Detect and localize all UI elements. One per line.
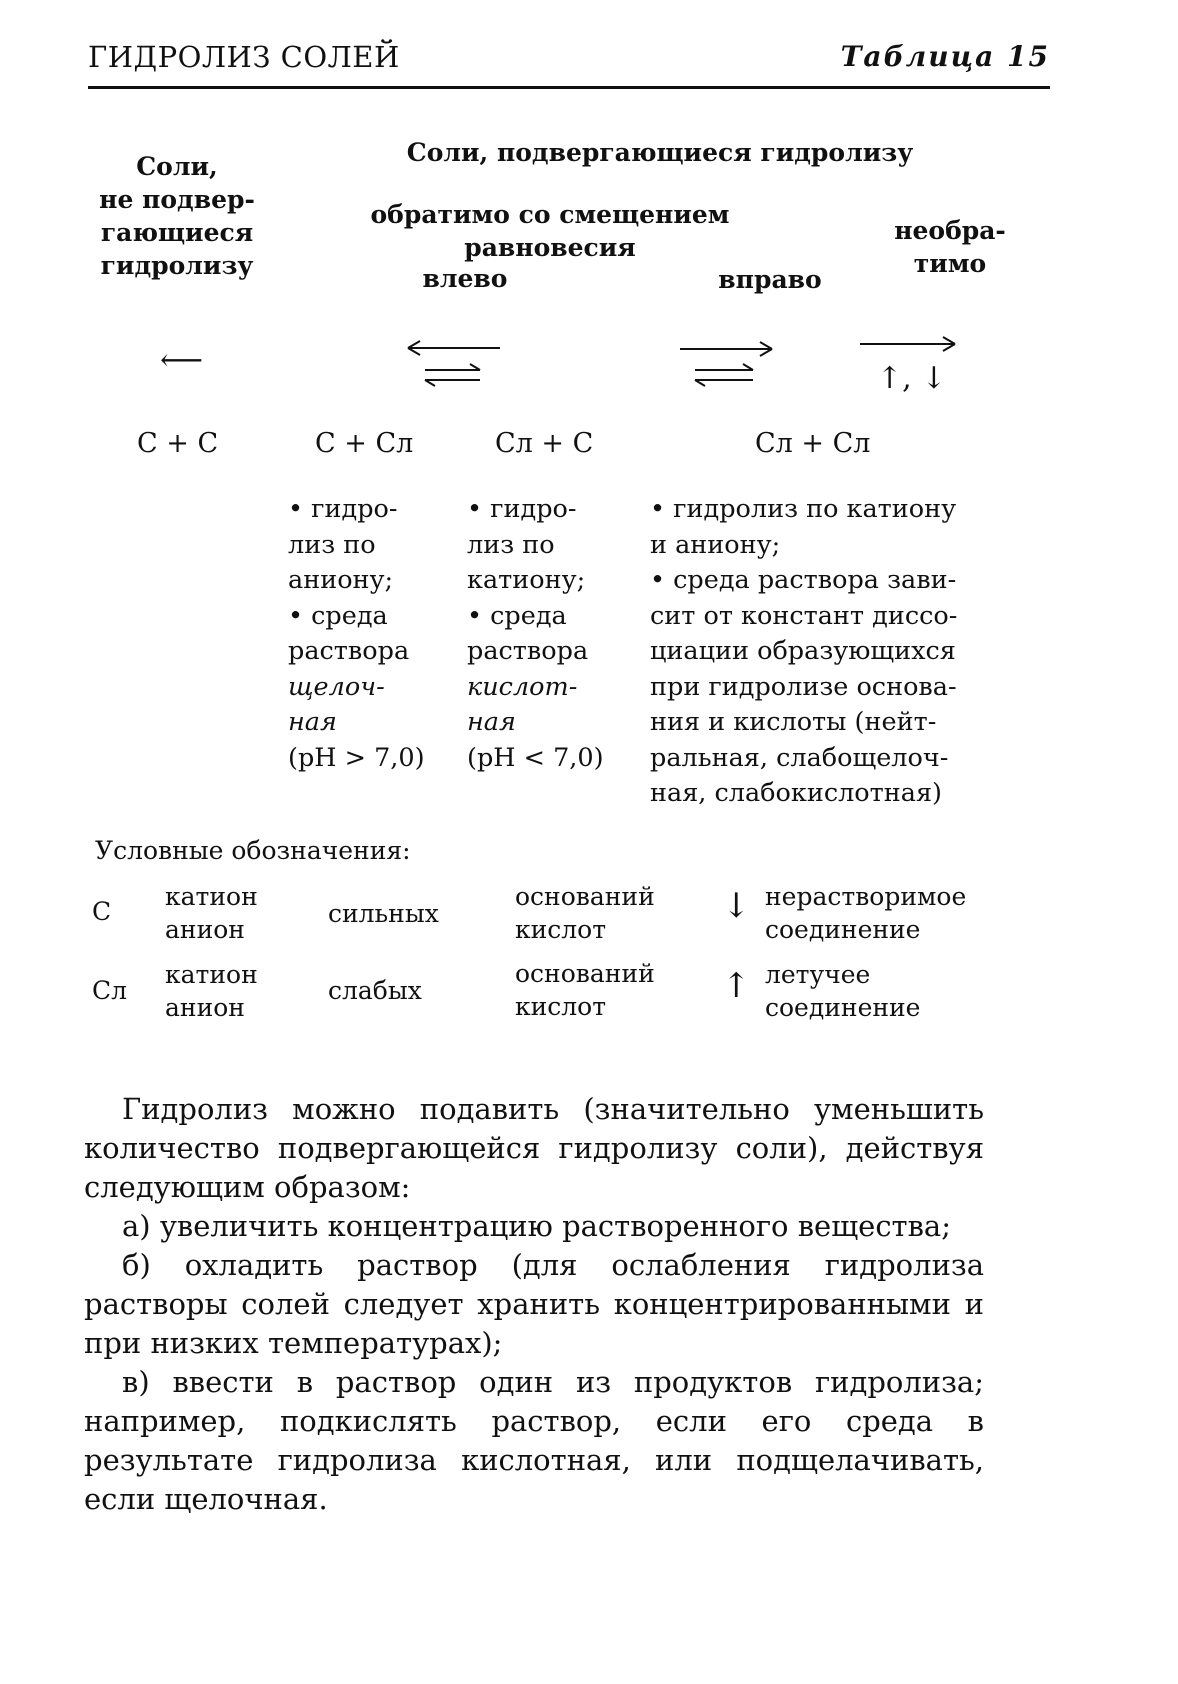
legend-what — [515, 880, 655, 946]
desc-3-line: ральная, слабощелоч- — [650, 742, 949, 773]
desc-3-line: и аниону; — [650, 529, 781, 560]
header-rule — [88, 86, 1050, 89]
reversible-title: обратимо со смещением равновесия — [370, 200, 730, 262]
desc-1-line: раствора — [288, 636, 410, 666]
arrow-left-icon: ⟵ — [160, 343, 204, 378]
legend-ions — [165, 880, 258, 946]
legend-title: Условные обозначения: — [95, 836, 411, 865]
equilibrium-right-icon — [675, 335, 785, 395]
legend-meaning-item: нерастворимое — [765, 882, 967, 911]
desc-anion — [288, 492, 448, 776]
formula-left-2: Сл + С — [495, 428, 594, 459]
body-text — [84, 1090, 984, 1519]
desc-3-line: • гидролиз по катиону — [650, 494, 957, 524]
desc-2-line: • гидро- — [467, 494, 577, 524]
body-intro: Гидролиз можно подавить (значительно уменьшить количество подвергающейся гидролизу соли), действуя следующим образом: — [84, 1092, 984, 1204]
desc-1-line: ная — [288, 707, 337, 737]
legend-strength: сильных — [328, 899, 439, 928]
up-arrow-icon: ↑ — [722, 966, 751, 1006]
col-hydrolyzing-title: Соли, подвергающиеся гидролизу — [406, 138, 914, 167]
formula-non: С + С — [137, 428, 219, 459]
irreversible-arrow-icon — [855, 330, 965, 360]
desc-1-line: лиз по — [288, 529, 376, 560]
col-non-line-1: Соли, — [136, 152, 218, 181]
desc-2-line: (рН < 7,0) — [467, 742, 604, 773]
legend-meaning-item: соединение — [765, 993, 921, 1022]
desc-3-line: при гидролизе основа- — [650, 671, 957, 702]
desc-1-line: • гидро- — [288, 494, 398, 524]
legend-what-item: кислот — [515, 992, 607, 1021]
desc-1-line: щелоч- — [288, 671, 385, 702]
desc-3-line: • среда раствора зави- — [650, 565, 957, 595]
desc-3-line: ния и кислоты (нейт- — [650, 707, 937, 737]
col-non-hydrolyzing-title — [92, 150, 262, 282]
legend-meaning — [765, 958, 920, 1024]
desc-2-line: катиону; — [467, 565, 586, 595]
desc-3-line: сит от констант диссо- — [650, 600, 958, 631]
desc-2-line: ная — [467, 707, 516, 737]
legend-ion: анион — [165, 915, 245, 944]
legend-what-item: оснований — [515, 882, 655, 911]
desc-cation — [467, 492, 637, 776]
irreversible-title — [880, 214, 1020, 280]
gas-precipitate-icon: ↑, ↓ — [877, 361, 947, 396]
legend-ion: катион — [165, 882, 258, 911]
body-item-c: в) ввести в раствор один из продуктов гидролиза; например, подкислять раствор, если его среда в результате гидролиза кислотная, или подщелачивать, если щелочная. — [84, 1365, 984, 1516]
desc-both — [650, 492, 1010, 812]
desc-3-line: циации образующихся — [650, 636, 956, 666]
table-number: Таблица 15 — [840, 40, 1050, 73]
desc-2-line: раствора — [467, 636, 589, 666]
legend-what — [515, 957, 655, 1023]
body-item-a: а) увеличить концентрацию растворенного вещества; — [122, 1209, 951, 1243]
desc-2-line: кислот- — [467, 671, 578, 702]
desc-1-line: аниону; — [288, 565, 394, 595]
desc-2-line: лиз по — [467, 529, 555, 560]
irreversible-line-1: необра- — [894, 216, 1006, 245]
desc-1-line: • среда — [288, 600, 388, 631]
legend-what-item: оснований — [515, 959, 655, 988]
equilibrium-left-icon — [400, 335, 510, 395]
legend-strength: слабых — [328, 976, 422, 1005]
legend-ion: анион — [165, 993, 245, 1022]
left-shift-title: влево — [422, 264, 508, 293]
legend-meaning-item: соединение — [765, 915, 921, 944]
desc-3-line: ная, слабокислотная) — [650, 778, 942, 808]
legend-meaning — [765, 880, 966, 946]
right-shift-title: вправо — [718, 265, 822, 294]
legend-symbol: С — [92, 897, 112, 926]
legend-ion: катион — [165, 960, 258, 989]
col-non-line-2: не подвер- — [99, 185, 255, 214]
col-non-line-3: гающиеся — [100, 218, 254, 247]
col-non-line-4: гидролизу — [100, 251, 254, 280]
legend-meaning-item: летучее — [765, 960, 871, 989]
formula-left-1: С + Сл — [315, 428, 414, 459]
down-arrow-icon: ↓ — [722, 886, 751, 926]
desc-1-line: (рН > 7,0) — [288, 742, 425, 773]
legend-symbol: Сл — [92, 976, 128, 1005]
legend-what-item: кислот — [515, 915, 607, 944]
desc-2-line: • среда — [467, 600, 567, 631]
irreversible-line-2: тимо — [913, 249, 987, 278]
formula-right: Сл + Сл — [755, 428, 871, 459]
legend-ions — [165, 958, 258, 1024]
page-title: ГИДРОЛИЗ СОЛЕЙ — [88, 40, 400, 74]
body-item-b: б) охладить раствор (для ослабления гидролиза растворы солей следует хранить концентрированными и при низких температурах); — [84, 1248, 984, 1360]
